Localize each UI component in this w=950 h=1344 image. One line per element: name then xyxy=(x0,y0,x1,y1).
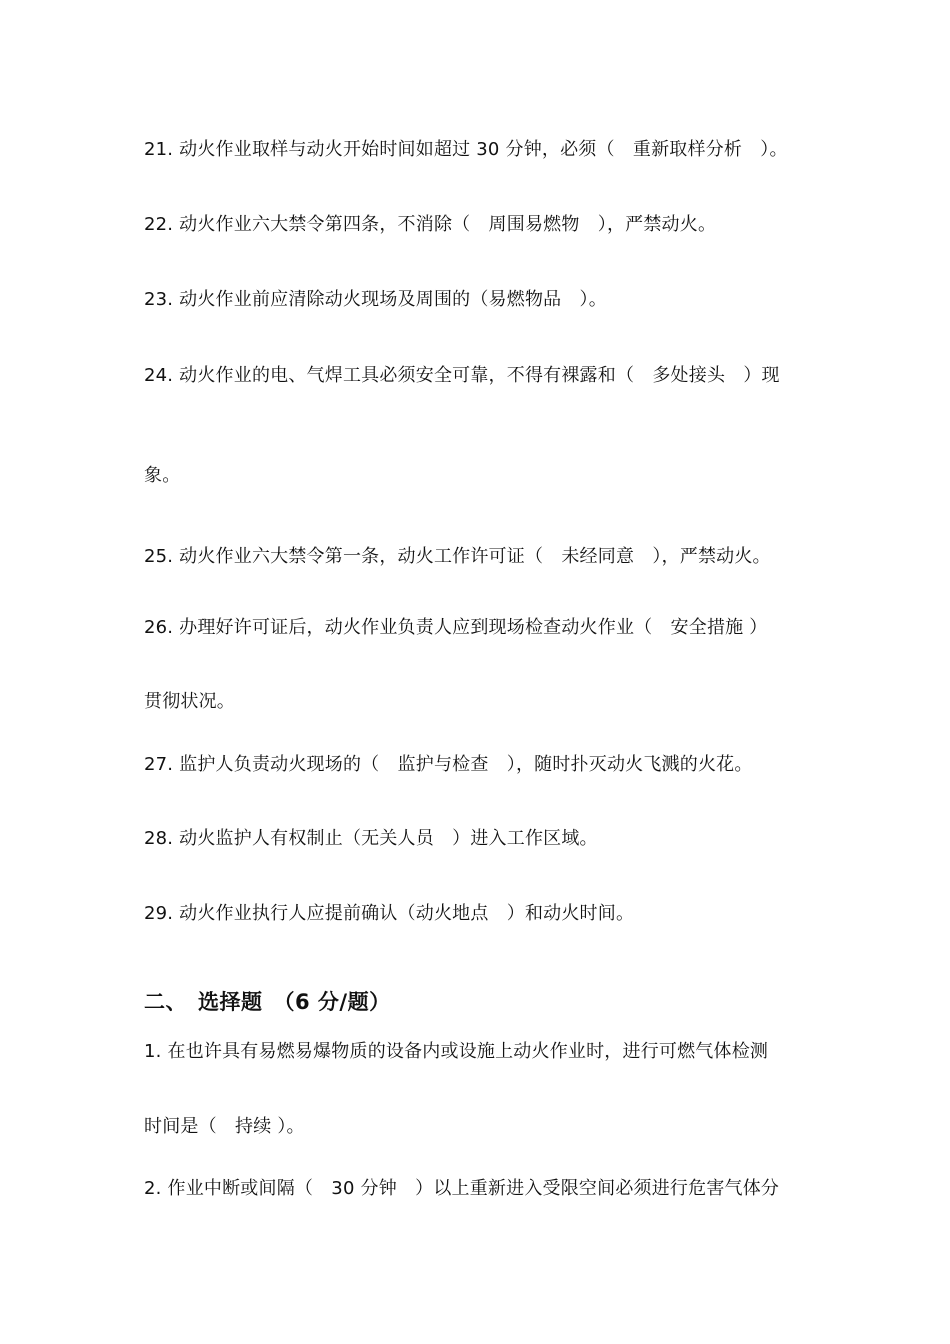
question-21: 21. 动火作业取样与动火开始时间如超过 30 分钟，必须（ 重新取样分析 ）。 xyxy=(144,139,788,160)
question-28: 28. 动火监护人有权制止（无关人员 ）进入工作区域。 xyxy=(144,828,598,849)
question-23: 23. 动火作业前应清除动火现场及周围的（易燃物品 ）。 xyxy=(144,289,607,310)
question-26: 26. 办理好许可证后，动火作业负责人应到现场检查动火作业（ 安全措施 ） xyxy=(144,617,768,638)
choice-question-1-continued: 时间是（ 持续 ）。 xyxy=(144,1116,305,1137)
question-29: 29. 动火作业执行人应提前确认（动火地点 ）和动火时间。 xyxy=(144,903,635,924)
question-24-continued: 象。 xyxy=(144,465,181,486)
section-heading: 二、 选择题 （6 分/题） xyxy=(144,990,391,1014)
question-26-continued: 贯彻状况。 xyxy=(144,691,235,712)
question-27: 27. 监护人负责动火现场的（ 监护与检查 ），随时扑灭动火飞溅的火花。 xyxy=(144,754,753,775)
question-22: 22. 动火作业六大禁令第四条，不消除（ 周围易燃物 ），严禁动火。 xyxy=(144,214,717,235)
question-25: 25. 动火作业六大禁令第一条，动火工作许可证（ 未经同意 ），严禁动火。 xyxy=(144,546,771,567)
choice-question-2: 2. 作业中断或间隔（ 30 分钟 ）以上重新进入受限空间必须进行危害气体分 xyxy=(144,1178,780,1199)
choice-question-1: 1. 在也许具有易燃易爆物质的设备内或设施上动火作业时，进行可燃气体检测 xyxy=(144,1041,769,1062)
question-24: 24. 动火作业的电、气焊工具必须安全可靠，不得有裸露和（ 多处接头 ）现 xyxy=(144,365,780,386)
